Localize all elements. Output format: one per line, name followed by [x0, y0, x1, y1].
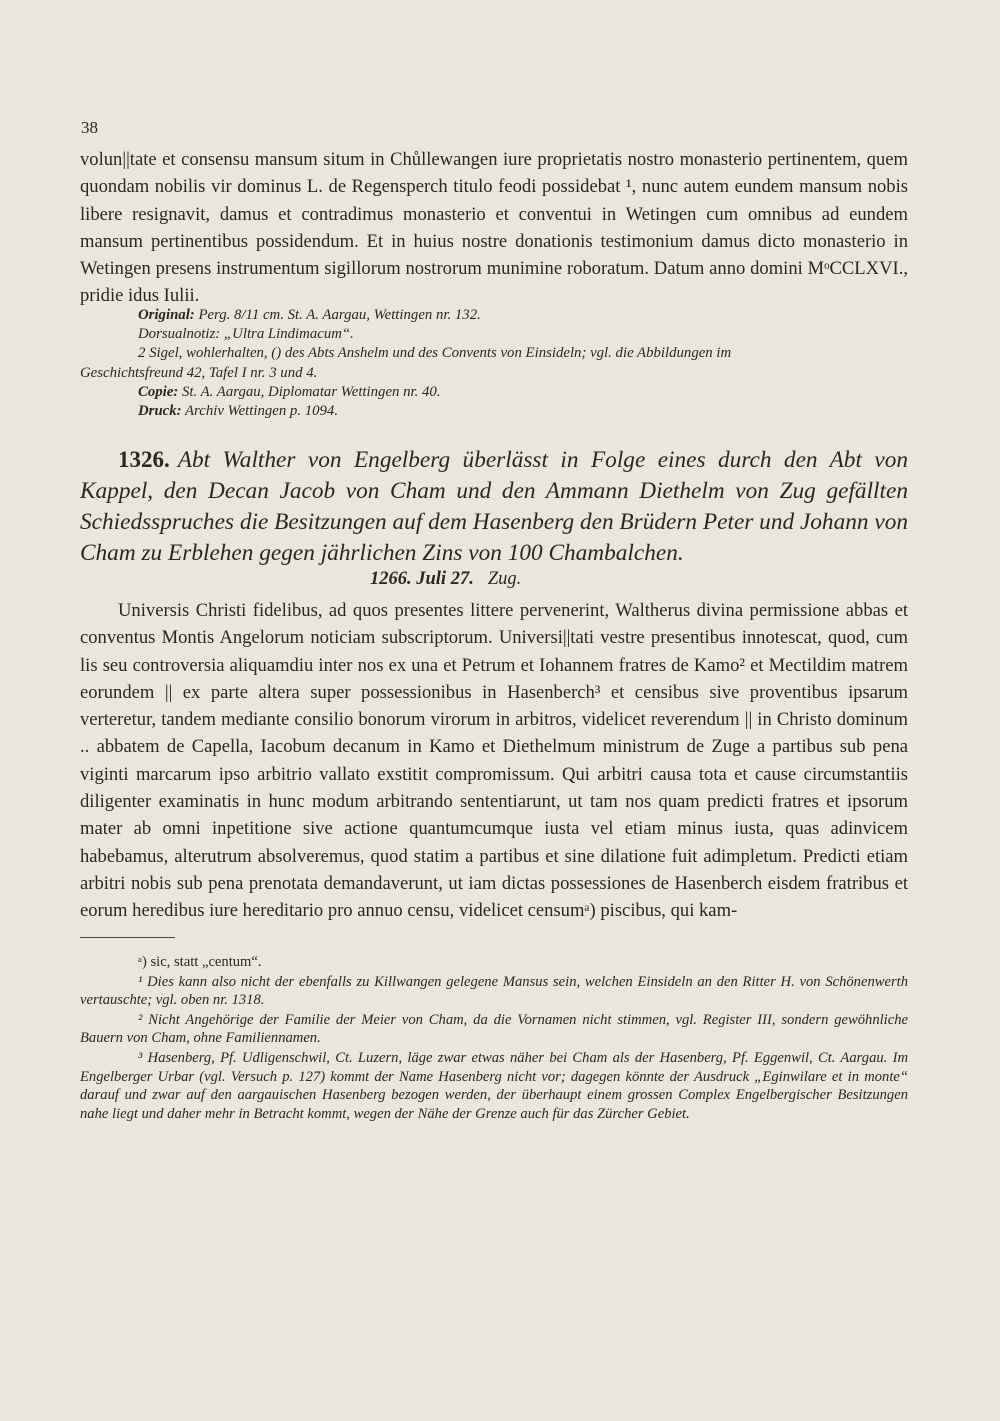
footnotes: [80, 953, 908, 1124]
original-label: Original:: [138, 307, 195, 323]
footnote-3: ³ Hasenberg, Pf. Udligenschwil, Ct. Luzern, läge zwar etwas näher bei Cham als der Hasenberg, Pf. Eggenwil, Ct. Aargau. Im Engelberger Urbar (vgl. Versuch p. 127) kommt der Name Hasenberg nicht vor; dagegen könnte der Ausdruck „Eginwilare et in monte“ darauf und zwar auf den aargauischen Hasenberg bezogen werden, der überhaupt einem grossen Complex Engelbergischer Besitzungen nahe liegt und daher mehr in Betracht kommt, wegen der Nähe der Grenze auch für das Zürcher Gebiet.: [80, 1049, 908, 1122]
apparatus-seal-line-2: Geschichtsfreund 42, Tafel I nr. 3 und 4.: [80, 364, 318, 381]
dorsual-text: „Ultra Lindimacum“.: [223, 326, 354, 343]
druck-label: Druck:: [138, 403, 182, 420]
copie-label: Copie:: [138, 383, 179, 400]
footnote-2: ² Nicht Angehörige der Familie der Meier von Cham, da die Vornamen nicht stimmen, vgl. Register III, sondern gewöhnliche Bauern von Cham, ohne Familiennamen.: [80, 1011, 908, 1047]
dorsual-label: Dorsualnotiz:: [138, 326, 221, 343]
charter-number: 1326.: [118, 447, 170, 472]
charter-dateline: [370, 569, 521, 590]
footnote-1: ¹ Dies kann also nicht der ebenfalls zu Killwangen gelegene Mansus sein, welchen Einsideln an den Ritter H. von Schönenwerth vertauschte; vgl. oben nr. 1318.: [80, 973, 908, 1009]
footnote-divider: [80, 937, 175, 938]
footnote-a: ᵃ) sic, statt „centum“.: [138, 954, 262, 970]
apparatus-original: [80, 306, 908, 325]
original-text: Perg. 8/11 cm. St. A. Aargau, Wettingen nr. 132.: [198, 307, 481, 323]
intro-paragraph: volun||tate et consensu mansum situm in Chůllewangen iure proprietatis nostro monasterio pertinentem, quem quondam nobilis vir dominus L. de Regensperch titulo feodi possidebat ¹, nunc autem eundem mansum nobis libere resignavit, damus et contradimus monasterio et conventui in Wetingen cum omnibus ad eundem mansum pertinentibus possidendum. Et in huius nostre donationis testimonium damus dicto monasterio in Wetingen presens instrumentum sigillorum nostrorum munimine roboratum. Datum anno domini MᵒCCLXVI., pridie idus Iulii.: [80, 149, 908, 307]
apparatus-druck: [80, 402, 908, 421]
charter-main-text: Universis Christi fidelibus, ad quos presentes littere pervenerint, Waltherus divina permissione abbas et conventus Montis Angelorum noticiam subscriptorum. Universi||tati vestre presentibus innotescat, quod, cum lis seu controversia aliquamdiu inter nos ex una et Petrum et Iohannem fratres de Kamo² et Mectildim matrem eorundem || ex parte altera super possessionibus in Hasenberch³ et censibus sive proventibus ipsarum verteretur, tandem mediante consilio bonorum virorum in arbitros, videlicet reverendum || in Christo dominum .. abbatem de Capella, Iacobum decanum in Kamo et Diethelmum ministrum de Zuge a partibus sub pena viginti marcarum ipso arbitrio vallato exstitit compromissum. Qui arbitri causa tota et cause circumstantiis diligenter examinatis in hunc modum arbitrando sententiarunt, ut tam nos quam predicti fratres et ipsorum mater ab omni inpetitione sive actione quantumcumque iusta vel etiam minus iusta, quas adinvicem habebamus, alterutrum absolveremus, quod statim a partibus et sine dilatione fuit adimpletum. Predicti etiam arbitri nobis sub pena prenotata demandaverunt, ut iam dictas possessiones de Hasenberch eisdem fratribus et eorum heredibus iure hereditario pro annuo censu, videlicet censumᵃ) piscibus, qui kam-: [80, 600, 908, 922]
charter-place: Zug.: [487, 569, 522, 589]
apparatus-seal-line-1: 2 Sigel, wohlerhalten, () des Abts Anshelm und des Convents von Einsideln; vgl. die Abbildungen im: [138, 345, 732, 362]
page-number: 38: [81, 118, 98, 137]
charter-date: 1266. Juli 27.: [370, 569, 474, 589]
critical-apparatus: [80, 306, 908, 421]
charter-summary: Abt Walther von Engelberg überlässt in Folge eines durch den Abt von Kappel, den Decan Jacob von Cham und den Ammann Diethelm von Zug gefällten Schiedsspruches die Besitzungen auf dem Hasenberg den Brüdern Peter und Johann von Cham zu Erblehen gegen jährlichen Zins von 100 Chambalchen.: [80, 447, 908, 566]
druck-text: Archiv Wettingen p. 1094.: [185, 403, 339, 420]
charter-heading: [80, 444, 908, 569]
copie-text: St. A. Aargau, Diplomatar Wettingen nr. 40.: [181, 383, 441, 400]
apparatus-dorsual: [80, 325, 908, 344]
apparatus-copie: [80, 383, 908, 402]
